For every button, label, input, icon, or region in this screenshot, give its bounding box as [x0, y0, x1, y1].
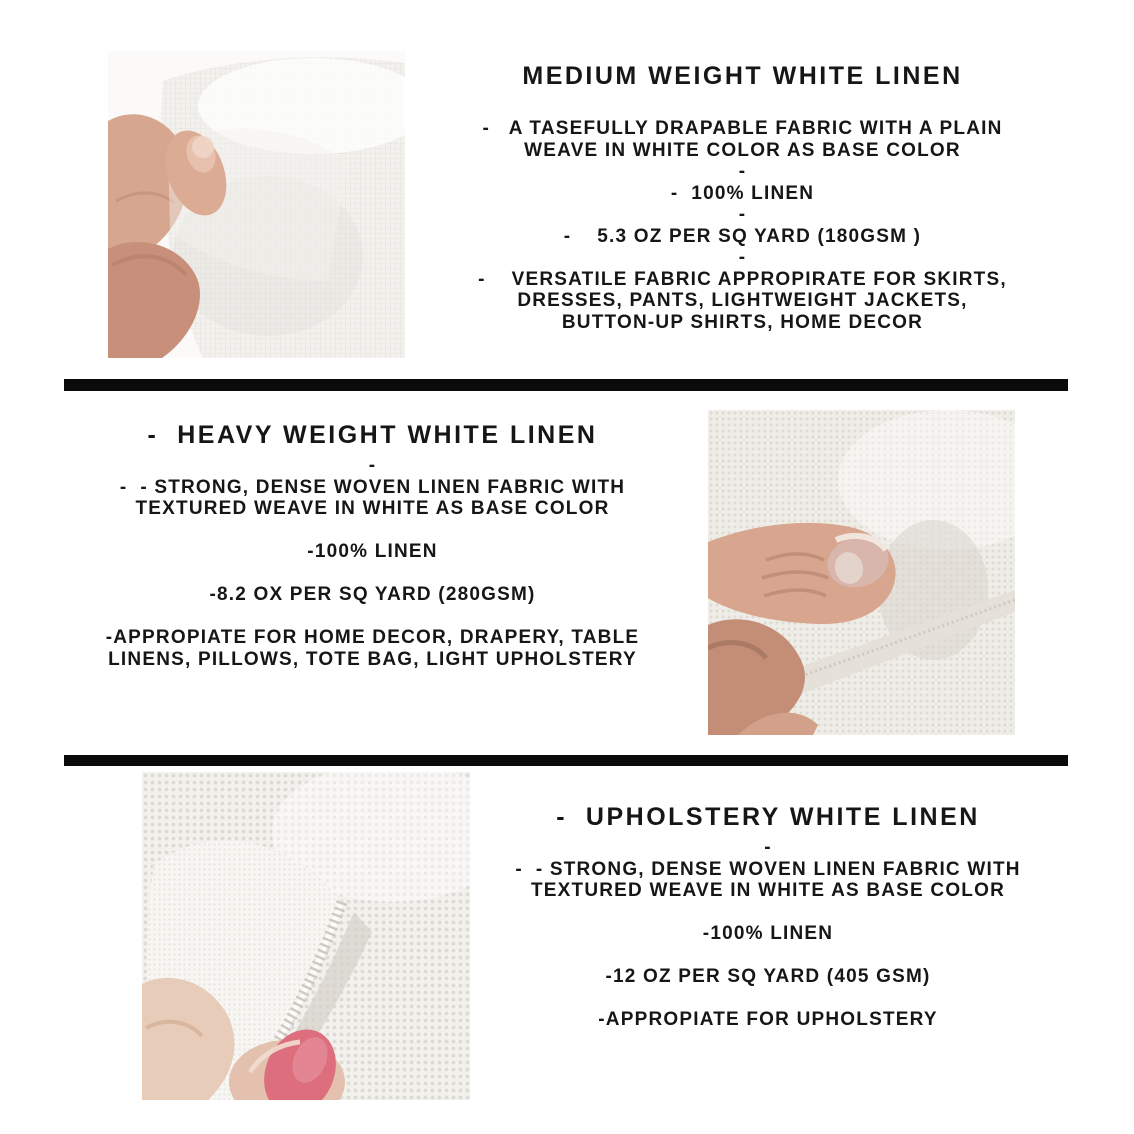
spec-line: -100% LINEN — [702, 923, 834, 944]
spec-line: -8.2 OX PER SQ YARD (280GSM) — [209, 584, 536, 605]
section-heavy-weight — [50, 421, 695, 670]
spec-line: - 5.3 OZ PER SQ YARD (180GSM ) — [563, 225, 922, 247]
spec-line: TEXTURED WEAVE IN WHITE AS BASE COLOR — [530, 880, 1006, 901]
spec-line: - A TASEFULLY DRAPABLE FABRIC WITH A PLAIN — [482, 118, 1003, 139]
spec-line: LINENS, PILLOWS, TOTE BAG, LIGHT UPHOLSTERY — [108, 648, 637, 670]
section-medium-weight — [420, 62, 1065, 333]
spec-line: - — [738, 247, 747, 268]
spec-line: -APPROPIATE FOR UPHOLSTERY — [598, 1009, 938, 1030]
photo-heavy-linen — [708, 410, 1015, 735]
photo-upholstery-linen — [142, 772, 470, 1100]
divider-bar-top — [64, 379, 1068, 391]
spec-line: - - STRONG, DENSE WOVEN LINEN FABRIC WITH — [515, 858, 1021, 880]
heavy-linen-illustration — [708, 410, 1015, 735]
spec-line: -100% LINEN — [307, 541, 438, 562]
spec-line — [50, 606, 695, 628]
section-upholstery-specs — [468, 837, 1068, 1031]
section-title-heavy: - HEAVY WEIGHT WHITE LINEN — [147, 421, 598, 449]
spec-line — [468, 902, 1068, 924]
spec-line: DRESSES, PANTS, LIGHTWEIGHT JACKETS, — [517, 290, 968, 311]
section-upholstery — [468, 803, 1068, 1031]
spec-line — [468, 988, 1068, 1010]
spec-line: -12 OZ PER SQ YARD (405 GSM) — [605, 966, 931, 987]
section-title-medium: MEDIUM WEIGHT WHITE LINEN — [522, 62, 963, 90]
spec-line: -APPROPIATE FOR HOME DECOR, DRAPERY, TABLE — [105, 627, 640, 648]
medium-linen-illustration — [108, 51, 405, 358]
section-title-upholstery: - UPHOLSTERY WHITE LINEN — [556, 803, 980, 831]
spec-line — [50, 563, 695, 585]
spec-line: - — [764, 837, 772, 858]
section-heavy-specs — [50, 455, 695, 670]
upholstery-linen-illustration — [142, 772, 470, 1100]
spec-line: - VERSATILE FABRIC APPROPIRATE FOR SKIRTS, — [478, 268, 1007, 290]
spec-line: BUTTON-UP SHIRTS, HOME DECOR — [561, 311, 924, 333]
divider-bar-bottom — [64, 755, 1068, 766]
spec-line: - — [368, 455, 377, 476]
spec-line — [50, 520, 695, 542]
section-medium-specs — [420, 118, 1065, 333]
spec-line: - - STRONG, DENSE WOVEN LINEN FABRIC WITH — [119, 476, 626, 498]
spec-line: - — [738, 161, 747, 182]
spec-line: - — [738, 204, 747, 225]
spec-line — [468, 945, 1068, 967]
photo-medium-linen — [108, 51, 405, 358]
spec-line: WEAVE IN WHITE COLOR AS BASE COLOR — [524, 139, 961, 161]
spec-line: - 100% LINEN — [670, 182, 815, 204]
spec-line: TEXTURED WEAVE IN WHITE AS BASE COLOR — [135, 498, 610, 519]
